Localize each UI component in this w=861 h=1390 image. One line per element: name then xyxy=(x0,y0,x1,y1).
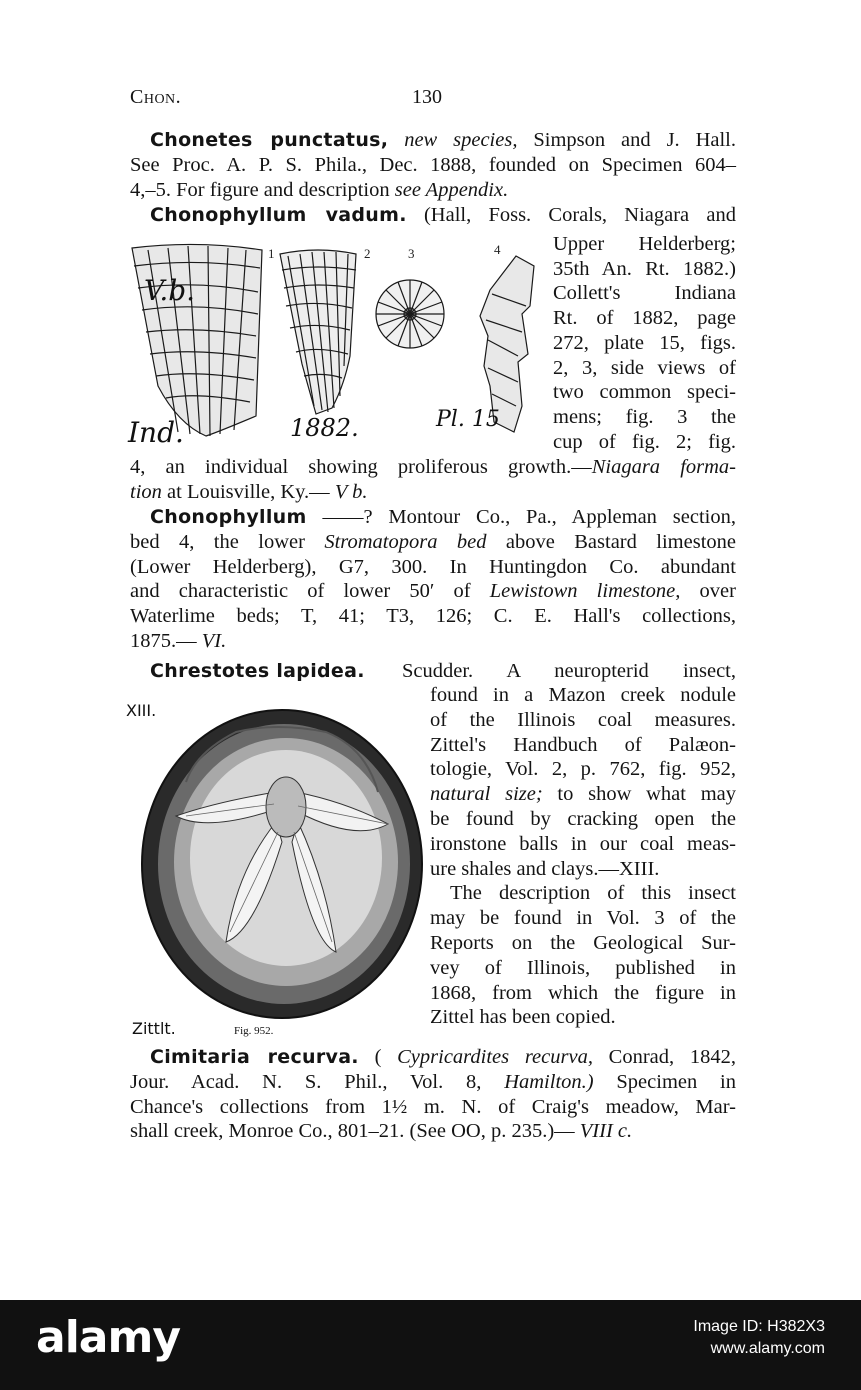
italic-text: Cypricardites recurva, xyxy=(397,1046,593,1068)
entry-title: Chrestotes lapidea. xyxy=(150,660,365,682)
text: Conrad, 1842, xyxy=(592,1046,736,1068)
italic-text: Lewistown limestone, xyxy=(489,580,681,603)
text-line: Zittel's Handbuch of Palæon- xyxy=(430,733,736,756)
text-line: 2, 3, side views of xyxy=(553,356,736,379)
handwritten-vb: V.b. xyxy=(144,274,196,307)
text: to show what may xyxy=(542,783,736,806)
text: at Louisville, Ky.— xyxy=(161,480,335,503)
entry-continuation xyxy=(130,455,736,505)
entry-title: Chonophyllum vadum. xyxy=(150,204,407,226)
text: 4,–5. For figure and description xyxy=(130,178,395,201)
handwritten-1882: 1882. xyxy=(290,414,359,442)
text-line: cup of fig. 2; fig. xyxy=(553,430,736,453)
entry-chonophyllum-vadum xyxy=(130,203,736,228)
insect-nodule-figure xyxy=(126,692,426,1042)
italic-text: VI. xyxy=(201,629,227,652)
text: Jour. Acad. N. S. Phil., Vol. 8, xyxy=(130,1070,505,1093)
engraver-signature: Zittlt. xyxy=(132,1019,176,1038)
text-line: (Lower Helderberg), G7, 300. In Huntingdon Co. abundant xyxy=(130,555,736,578)
image-id: Image ID: H382X3 xyxy=(693,1318,825,1335)
entry-chonetes-punctatus xyxy=(130,128,736,202)
fig-number-1: 1 xyxy=(268,246,275,261)
text-line: Chance's collections from 1½ m. N. of Craig's meadow, Mar- xyxy=(130,1095,736,1118)
text: shall creek, Monroe Co., 801–21. (See OO, p. 235.)— xyxy=(130,1120,580,1143)
text-line: Upper Helderberg; xyxy=(553,233,736,255)
text-line: The description of this insect xyxy=(450,882,736,905)
entry-body xyxy=(430,683,736,1030)
handwritten-pl15: Pl. 15 xyxy=(436,407,500,432)
text: bed 4, the lower xyxy=(130,530,325,553)
text-line: tologie, Vol. 2, p. 762, fig. 952, xyxy=(430,758,736,781)
text-line: Waterlime beds; T, 41; T3, 126; C. E. Hall's collections, xyxy=(130,605,736,628)
image-id-block xyxy=(693,1316,825,1360)
figure-tag: XIII. xyxy=(126,701,157,720)
text-line: two common speci- xyxy=(553,381,736,404)
text-line: Rt. of 1882, page xyxy=(553,307,736,330)
text: ——? Montour Co., Pa., Appleman section, xyxy=(306,506,736,528)
text-line: mens; fig. 3 the xyxy=(553,405,736,428)
text-line: of the Illinois coal measures. xyxy=(430,708,736,731)
entry-chrestotes-lapidea xyxy=(150,659,365,684)
text-line: Zittel has been copied. xyxy=(430,1006,616,1029)
side-text-column xyxy=(553,232,736,454)
figure-caption: Fig. 952. xyxy=(234,1025,274,1037)
entry-cimitaria-recurva xyxy=(130,1045,736,1144)
italic-text: Stromatopora bed xyxy=(324,530,487,553)
alamy-logo: alamy xyxy=(36,1312,180,1363)
italic-text: Niagara forma- xyxy=(591,456,736,478)
entry-title: Chonetes punctatus, xyxy=(150,129,389,151)
entry-first-line xyxy=(402,659,736,684)
text: ( xyxy=(358,1046,398,1068)
entry-title: Cimitaria recurva. xyxy=(150,1046,359,1068)
page-number: 130 xyxy=(412,86,442,108)
fig-number-3: 3 xyxy=(408,246,415,261)
text: Simpson and J. Hall. xyxy=(517,129,737,151)
running-header: Chon. xyxy=(130,86,182,108)
text: 4, an individual showing proliferous growth.— xyxy=(130,456,592,478)
text-line: Reports on the Geological Sur- xyxy=(430,931,736,954)
text: and characteristic of lower 50′ of xyxy=(130,580,490,603)
coral-figure xyxy=(118,236,548,456)
text-line: ure shales and clays.—XIII. xyxy=(430,857,660,880)
italic-text: see Appendix. xyxy=(394,178,509,201)
handwritten-ind: Ind. xyxy=(128,416,184,449)
text-line: 272, plate 15, figs. xyxy=(553,331,736,354)
italic-text: V b. xyxy=(334,480,368,503)
entry-chonophyllum xyxy=(130,505,736,654)
text-line: Scudder. A neuropterid insect, xyxy=(402,660,736,682)
text-line: Collett's Indiana xyxy=(553,282,736,305)
text-line: ironstone balls in our coal meas- xyxy=(430,832,736,855)
text-line: See Proc. A. P. S. Phila., Dec. 1888, founded on Specimen 604– xyxy=(130,153,736,176)
site-url: www.alamy.com xyxy=(710,1340,825,1357)
text: 1875.— xyxy=(130,629,202,652)
text-line: be found by cracking open the xyxy=(430,807,736,830)
italic-text: natural size; xyxy=(430,783,543,806)
text-line: found in a Mazon creek nodule xyxy=(430,684,736,706)
italic-text: new species, xyxy=(404,129,518,151)
italic-text: VIII c. xyxy=(579,1120,633,1143)
italic-text: Hamilton.) xyxy=(504,1070,594,1093)
italic-text: tion xyxy=(130,480,162,503)
text: above Bastard limestone xyxy=(486,530,736,553)
text: (Hall, Foss. Corals, Niagara and xyxy=(406,204,736,226)
text-line: vey of Illinois, published in xyxy=(430,956,736,979)
text-line: 1868, from which the figure in xyxy=(430,981,736,1004)
text-line: 35th An. Rt. 1882.) xyxy=(553,257,736,280)
fig-number-4: 4 xyxy=(494,242,501,257)
text: Specimen in xyxy=(593,1070,736,1093)
fig-number-2: 2 xyxy=(364,246,371,261)
text: over xyxy=(680,580,736,603)
entry-title: Chonophyllum xyxy=(150,506,307,528)
text-line: may be found in Vol. 3 of the xyxy=(430,907,736,930)
